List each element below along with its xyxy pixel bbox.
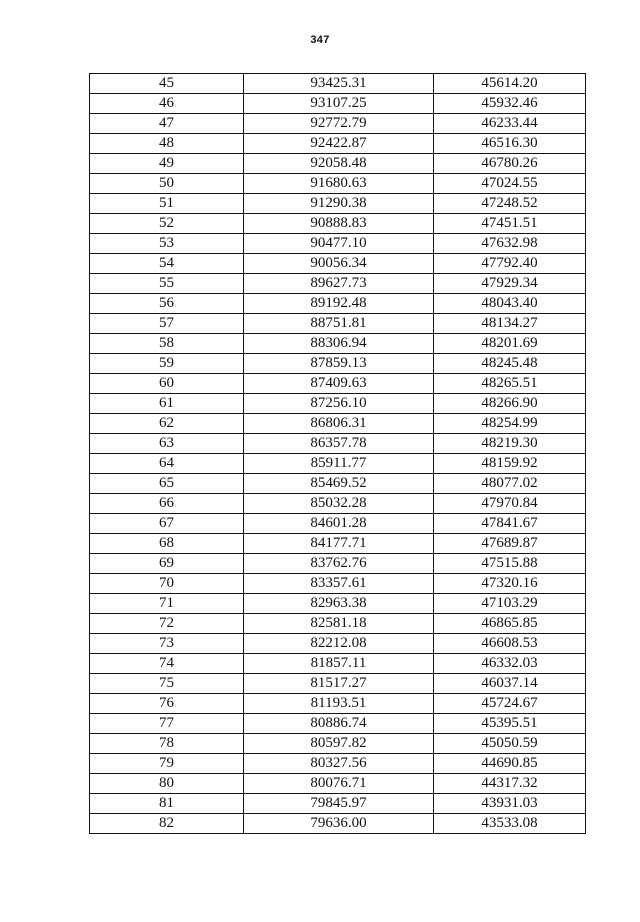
value-a-cell: 81517.27 (244, 674, 434, 694)
value-b-cell: 48159.92 (434, 454, 586, 474)
value-b-cell: 48266.90 (434, 394, 586, 414)
data-table (89, 73, 586, 834)
row-index-cell: 81 (90, 794, 244, 814)
row-index-cell: 74 (90, 654, 244, 674)
table-row (90, 354, 586, 374)
table-row (90, 654, 586, 674)
value-b-cell: 47451.51 (434, 214, 586, 234)
value-b-cell: 46516.30 (434, 134, 586, 154)
row-index-cell: 45 (90, 74, 244, 94)
value-b-cell: 48254.99 (434, 414, 586, 434)
value-b-cell: 44690.85 (434, 754, 586, 774)
value-b-cell: 48265.51 (434, 374, 586, 394)
value-b-cell: 47320.16 (434, 574, 586, 594)
value-a-cell: 81857.11 (244, 654, 434, 674)
value-a-cell: 88306.94 (244, 334, 434, 354)
row-index-cell: 67 (90, 514, 244, 534)
table-row (90, 334, 586, 354)
table-row (90, 474, 586, 494)
value-a-cell: 85032.28 (244, 494, 434, 514)
value-a-cell: 80076.71 (244, 774, 434, 794)
table-row (90, 254, 586, 274)
value-b-cell: 48219.30 (434, 434, 586, 454)
value-b-cell: 47792.40 (434, 254, 586, 274)
table-row (90, 174, 586, 194)
table-row (90, 134, 586, 154)
value-b-cell: 47689.87 (434, 534, 586, 554)
value-b-cell: 45050.59 (434, 734, 586, 754)
row-index-cell: 76 (90, 694, 244, 714)
row-index-cell: 47 (90, 114, 244, 134)
value-b-cell: 48043.40 (434, 294, 586, 314)
row-index-cell: 71 (90, 594, 244, 614)
value-a-cell: 88751.81 (244, 314, 434, 334)
value-a-cell: 93425.31 (244, 74, 434, 94)
row-index-cell: 57 (90, 314, 244, 334)
table-row (90, 754, 586, 774)
row-index-cell: 79 (90, 754, 244, 774)
row-index-cell: 60 (90, 374, 244, 394)
table-row (90, 594, 586, 614)
value-a-cell: 79636.00 (244, 814, 434, 834)
value-a-cell: 86806.31 (244, 414, 434, 434)
row-index-cell: 59 (90, 354, 244, 374)
page-number: 347 (310, 34, 330, 46)
value-a-cell: 87256.10 (244, 394, 434, 414)
row-index-cell: 53 (90, 234, 244, 254)
row-index-cell: 64 (90, 454, 244, 474)
row-index-cell: 66 (90, 494, 244, 514)
value-a-cell: 80886.74 (244, 714, 434, 734)
value-a-cell: 93107.25 (244, 94, 434, 114)
table-row (90, 394, 586, 414)
value-b-cell: 48201.69 (434, 334, 586, 354)
row-index-cell: 52 (90, 214, 244, 234)
table-row (90, 814, 586, 834)
value-a-cell: 83762.76 (244, 554, 434, 574)
value-b-cell: 48245.48 (434, 354, 586, 374)
value-a-cell: 81193.51 (244, 694, 434, 714)
value-a-cell: 85911.77 (244, 454, 434, 474)
table-row (90, 274, 586, 294)
value-a-cell: 82963.38 (244, 594, 434, 614)
row-index-cell: 73 (90, 634, 244, 654)
value-b-cell: 45395.51 (434, 714, 586, 734)
value-a-cell: 86357.78 (244, 434, 434, 454)
table-body (90, 74, 586, 834)
value-b-cell: 47024.55 (434, 174, 586, 194)
table-row (90, 74, 586, 94)
value-b-cell: 43533.08 (434, 814, 586, 834)
row-index-cell: 46 (90, 94, 244, 114)
value-a-cell: 89627.73 (244, 274, 434, 294)
value-b-cell: 46608.53 (434, 634, 586, 654)
row-index-cell: 63 (90, 434, 244, 454)
value-b-cell: 47841.67 (434, 514, 586, 534)
row-index-cell: 72 (90, 614, 244, 634)
row-index-cell: 68 (90, 534, 244, 554)
table-row (90, 774, 586, 794)
value-b-cell: 47632.98 (434, 234, 586, 254)
value-a-cell: 87859.13 (244, 354, 434, 374)
value-a-cell: 92058.48 (244, 154, 434, 174)
row-index-cell: 82 (90, 814, 244, 834)
value-b-cell: 46332.03 (434, 654, 586, 674)
value-b-cell: 47248.52 (434, 194, 586, 214)
value-a-cell: 79845.97 (244, 794, 434, 814)
row-index-cell: 80 (90, 774, 244, 794)
row-index-cell: 48 (90, 134, 244, 154)
table-row (90, 694, 586, 714)
row-index-cell: 50 (90, 174, 244, 194)
value-a-cell: 91680.63 (244, 174, 434, 194)
table-row (90, 494, 586, 514)
table-row (90, 214, 586, 234)
value-a-cell: 89192.48 (244, 294, 434, 314)
table-row (90, 234, 586, 254)
row-index-cell: 62 (90, 414, 244, 434)
value-b-cell: 47515.88 (434, 554, 586, 574)
row-index-cell: 49 (90, 154, 244, 174)
value-a-cell: 90056.34 (244, 254, 434, 274)
row-index-cell: 78 (90, 734, 244, 754)
value-a-cell: 80597.82 (244, 734, 434, 754)
value-a-cell: 84601.28 (244, 514, 434, 534)
value-b-cell: 45724.67 (434, 694, 586, 714)
row-index-cell: 61 (90, 394, 244, 414)
table-row (90, 534, 586, 554)
table-row (90, 794, 586, 814)
value-b-cell: 46233.44 (434, 114, 586, 134)
value-a-cell: 83357.61 (244, 574, 434, 594)
value-a-cell: 91290.38 (244, 194, 434, 214)
value-a-cell: 82581.18 (244, 614, 434, 634)
row-index-cell: 56 (90, 294, 244, 314)
table-row (90, 414, 586, 434)
value-b-cell: 45614.20 (434, 74, 586, 94)
value-a-cell: 84177.71 (244, 534, 434, 554)
value-b-cell: 46037.14 (434, 674, 586, 694)
table-row (90, 734, 586, 754)
row-index-cell: 58 (90, 334, 244, 354)
value-b-cell: 48077.02 (434, 474, 586, 494)
value-a-cell: 92422.87 (244, 134, 434, 154)
row-index-cell: 54 (90, 254, 244, 274)
table-row (90, 574, 586, 594)
value-b-cell: 48134.27 (434, 314, 586, 334)
value-a-cell: 90888.83 (244, 214, 434, 234)
value-b-cell: 47929.34 (434, 274, 586, 294)
table-row (90, 674, 586, 694)
row-index-cell: 65 (90, 474, 244, 494)
value-b-cell: 44317.32 (434, 774, 586, 794)
value-a-cell: 90477.10 (244, 234, 434, 254)
table-row (90, 434, 586, 454)
row-index-cell: 70 (90, 574, 244, 594)
table-row (90, 614, 586, 634)
table-row (90, 94, 586, 114)
value-a-cell: 87409.63 (244, 374, 434, 394)
table-row (90, 454, 586, 474)
table-row (90, 634, 586, 654)
table-row (90, 114, 586, 134)
value-a-cell: 85469.52 (244, 474, 434, 494)
row-index-cell: 77 (90, 714, 244, 734)
value-b-cell: 47103.29 (434, 594, 586, 614)
row-index-cell: 51 (90, 194, 244, 214)
table-row (90, 374, 586, 394)
table-row (90, 554, 586, 574)
table-row (90, 154, 586, 174)
row-index-cell: 55 (90, 274, 244, 294)
table-row (90, 714, 586, 734)
value-b-cell: 47970.84 (434, 494, 586, 514)
row-index-cell: 75 (90, 674, 244, 694)
value-b-cell: 45932.46 (434, 94, 586, 114)
table-row (90, 314, 586, 334)
row-index-cell: 69 (90, 554, 244, 574)
value-a-cell: 82212.08 (244, 634, 434, 654)
table-row (90, 194, 586, 214)
value-b-cell: 46780.26 (434, 154, 586, 174)
value-b-cell: 46865.85 (434, 614, 586, 634)
value-a-cell: 80327.56 (244, 754, 434, 774)
value-a-cell: 92772.79 (244, 114, 434, 134)
table-row (90, 294, 586, 314)
table-row (90, 514, 586, 534)
value-b-cell: 43931.03 (434, 794, 586, 814)
